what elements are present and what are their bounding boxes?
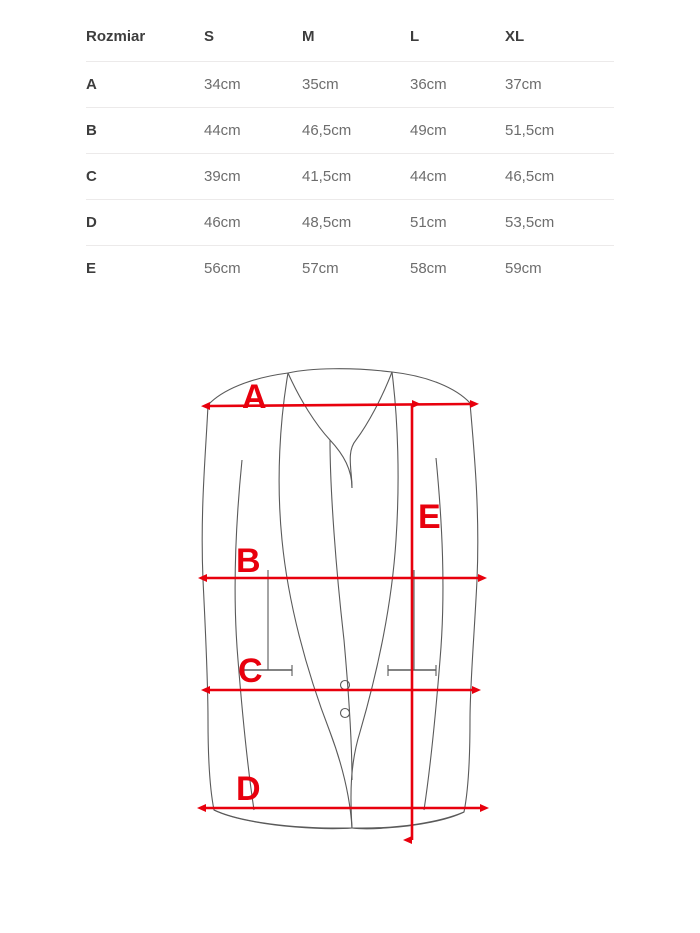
cell-d-s: 46cm — [204, 200, 302, 246]
cell-a-xl: 37cm — [505, 62, 614, 108]
column-header-l: L — [410, 18, 505, 62]
size-table — [86, 18, 614, 291]
row-label-d: D — [86, 200, 204, 246]
cell-a-m: 35cm — [302, 62, 410, 108]
row-label-c: C — [86, 154, 204, 200]
measure-label-e: E — [418, 498, 441, 536]
row-label-a: A — [86, 62, 204, 108]
table-header-row — [86, 18, 614, 62]
column-header-rozmiar: Rozmiar — [86, 18, 204, 62]
column-header-s: S — [204, 18, 302, 62]
cell-b-s: 44cm — [204, 108, 302, 154]
cell-b-m: 46,5cm — [302, 108, 410, 154]
measure-label-b: B — [236, 542, 261, 580]
cell-e-s: 56cm — [204, 260, 241, 277]
size-table-body — [86, 62, 614, 292]
cell-e-m: 57cm — [302, 260, 339, 277]
cell-d-xl: 53,5cm — [505, 200, 614, 246]
row-label-b: B — [86, 108, 204, 154]
table-row — [86, 62, 614, 108]
cell-a-s: 34cm — [204, 62, 302, 108]
cell-d-m: 48,5cm — [302, 200, 410, 246]
size-table-container — [86, 18, 614, 291]
cell-c-m: 41,5cm — [302, 154, 410, 200]
cell-c-l: 44cm — [410, 154, 505, 200]
measure-label-a: A — [242, 378, 267, 416]
measure-label-d: D — [236, 770, 261, 808]
table-row — [86, 246, 614, 292]
table-row — [86, 108, 614, 154]
garment-measurement-diagram — [0, 340, 700, 900]
vest-outline-illustration — [202, 369, 478, 829]
cell-e-xl: 59cm — [505, 260, 542, 277]
size-table-head — [86, 18, 614, 62]
table-row — [86, 154, 614, 200]
cell-b-xl: 51,5cm — [505, 108, 614, 154]
cell-e-l: 58cm — [410, 260, 447, 277]
row-label-e: E — [86, 260, 97, 277]
cell-d-l: 51cm — [410, 200, 505, 246]
measure-label-c: C — [238, 652, 263, 690]
cell-a-l: 36cm — [410, 62, 505, 108]
column-header-m: M — [302, 18, 410, 62]
cell-c-s: 39cm — [204, 154, 302, 200]
table-row — [86, 200, 614, 246]
cell-b-l: 49cm — [410, 108, 505, 154]
column-header-xl: XL — [505, 18, 614, 62]
cell-c-xl: 46,5cm — [505, 154, 614, 200]
